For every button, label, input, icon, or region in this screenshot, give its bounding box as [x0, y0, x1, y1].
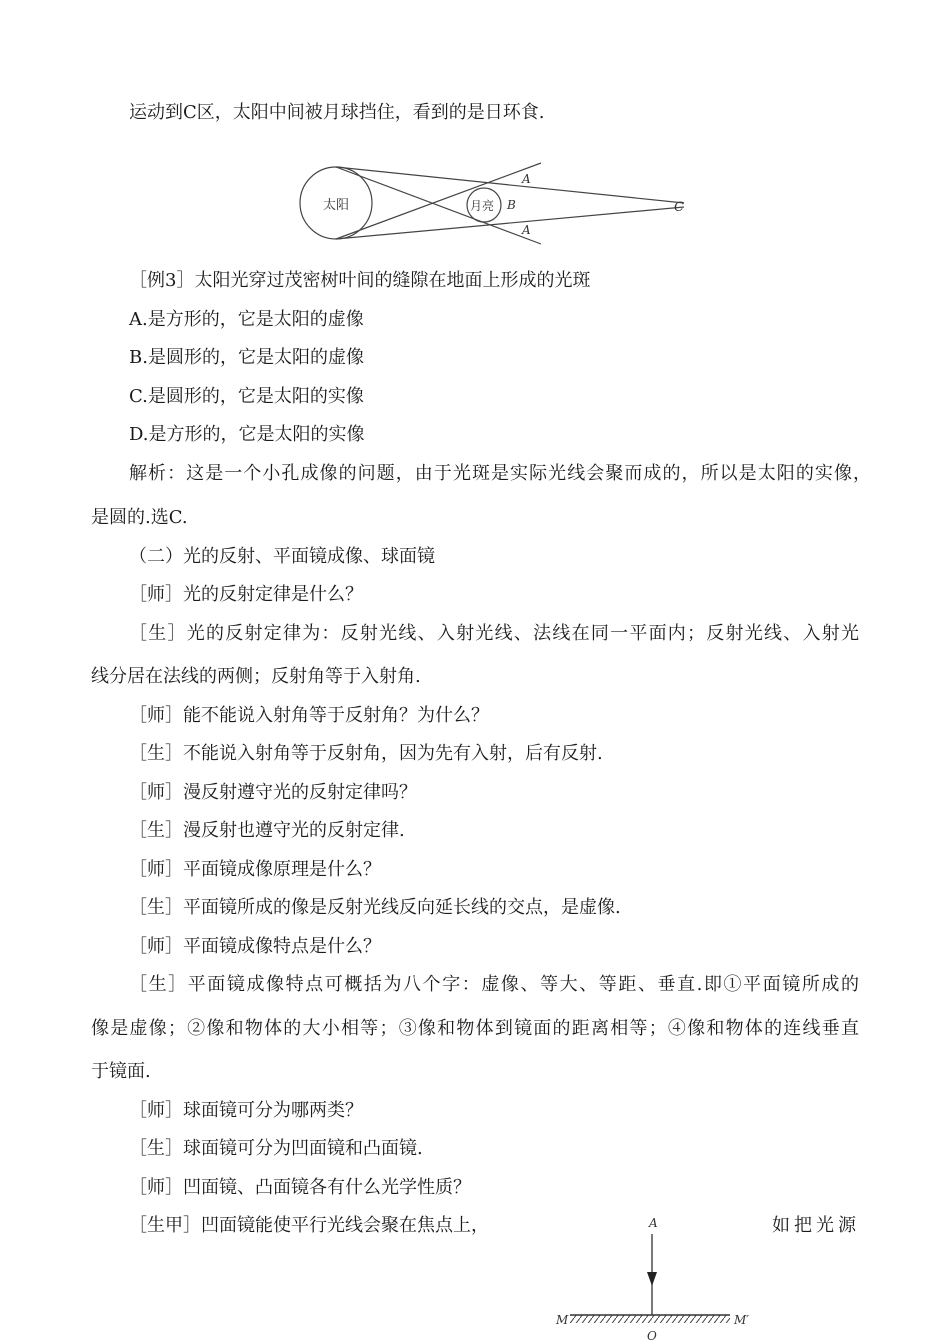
student-answer-3 — [129, 820, 405, 842]
student-answer-5-line-3 — [91, 1061, 151, 1083]
eclipse-diagram — [298, 160, 698, 260]
student-answer-4 — [129, 897, 621, 919]
text-line: 像是虚像；②像和物体的大小相等；③像和物体到镜面的距离相等；④像和物体的连线垂直 — [91, 1018, 859, 1039]
student-answer-7-tail — [772, 1215, 860, 1237]
mirror-left-label: M — [556, 1313, 569, 1327]
text-line: B.是圆形的，它是太阳的虚像 — [129, 347, 364, 368]
region-a-bottom-label: A — [522, 223, 531, 237]
text-line: ［师］光的反射定律是什么？ — [129, 584, 363, 605]
region-a-top-label: A — [522, 172, 531, 186]
text-line: ［生］漫反射也遵守光的反射定律. — [129, 820, 405, 841]
option-a — [129, 309, 364, 331]
text-line: ［例3］太阳光穿过茂密树叶间的缝隙在地面上形成的光斑 — [129, 270, 591, 291]
teacher-question-5 — [129, 936, 381, 958]
option-c — [129, 386, 364, 408]
sun-label: 太阳 — [323, 198, 350, 213]
analysis-line-1 — [129, 463, 871, 485]
teacher-question-4 — [129, 859, 381, 881]
moon-label: 月亮 — [470, 199, 495, 213]
text-line: ［生］光的反射定律为：反射光线、入射光线、法线在同一平面内；反射光线、入射光 — [129, 623, 859, 644]
text-line: ［师］平面镜成像原理是什么？ — [129, 859, 381, 880]
text-line: ［生甲］凹面镜能使平行光线会聚在焦点上， — [129, 1215, 489, 1236]
teacher-question-3 — [129, 782, 417, 804]
teacher-question-6 — [129, 1100, 363, 1122]
student-answer-1-line-1 — [129, 623, 859, 645]
arrow-head-icon — [647, 1272, 657, 1286]
student-answer-1-line-2 — [91, 666, 421, 688]
plane-mirror-diagram — [550, 1214, 760, 1344]
point-a-label: A — [649, 1216, 658, 1230]
mirror-hatching — [570, 1315, 730, 1323]
text-line: 解析：这是一个小孔成像的问题，由于光斑是实际光线会聚而成的，所以是太阳的实像， — [129, 463, 871, 484]
text-line: D.是方形的，它是太阳的实像 — [129, 424, 365, 445]
mirror-right-label: M′ — [734, 1313, 750, 1327]
region-c-label: C — [674, 200, 684, 215]
option-b — [129, 347, 364, 369]
teacher-question-7 — [129, 1177, 471, 1199]
teacher-question-2 — [129, 705, 489, 727]
option-d — [129, 424, 365, 446]
student-answer-7 — [129, 1215, 489, 1237]
student-answer-5-line-1 — [129, 974, 859, 996]
text-line: 运动到C区，太阳中间被月球挡住，看到的是日环食. — [129, 102, 545, 123]
section-heading-2 — [129, 546, 435, 568]
text-line: ［生］平面镜所成的像是反射光线反向延长线的交点，是虚像. — [129, 897, 621, 918]
text-line: ［生］球面镜可分为凹面镜和凸面镜. — [129, 1138, 423, 1159]
analysis-line-2 — [91, 507, 188, 529]
teacher-question-1 — [129, 584, 363, 606]
text-line: ［师］球面镜可分为哪两类？ — [129, 1100, 363, 1121]
student-answer-2 — [129, 743, 603, 765]
text-line: C.是圆形的，它是太阳的实像 — [129, 386, 364, 407]
text-line: 线分居在法线的两侧；反射角等于入射角. — [91, 666, 421, 687]
text-line: （二）光的反射、平面镜成像、球面镜 — [129, 546, 435, 567]
paragraph-eclipse-c — [129, 102, 545, 124]
point-o-label: O — [647, 1329, 657, 1343]
text-line: ［师］能不能说入射角等于反射角？为什么？ — [129, 705, 489, 726]
text-line: 如把光源 — [772, 1215, 860, 1236]
student-answer-6 — [129, 1138, 423, 1160]
text-line: ［生］不能说入射角等于反射角，因为先有入射，后有反射. — [129, 743, 603, 764]
text-line: A.是方形的，它是太阳的虚像 — [129, 309, 364, 330]
text-line: 于镜面. — [91, 1061, 151, 1082]
student-answer-5-line-2 — [91, 1018, 859, 1040]
text-line: ［师］漫反射遵守光的反射定律吗？ — [129, 782, 417, 803]
example-3-question — [129, 270, 590, 292]
text-line: ［生］平面镜成像特点可概括为八个字：虚像、等大、等距、垂直.即①平面镜所成的 — [129, 974, 859, 995]
text-line: ［师］平面镜成像特点是什么？ — [129, 936, 381, 957]
region-b-label: B — [507, 198, 516, 212]
text-line: ［师］凹面镜、凸面镜各有什么光学性质？ — [129, 1177, 471, 1198]
text-line: 是圆的.选C. — [91, 507, 188, 528]
